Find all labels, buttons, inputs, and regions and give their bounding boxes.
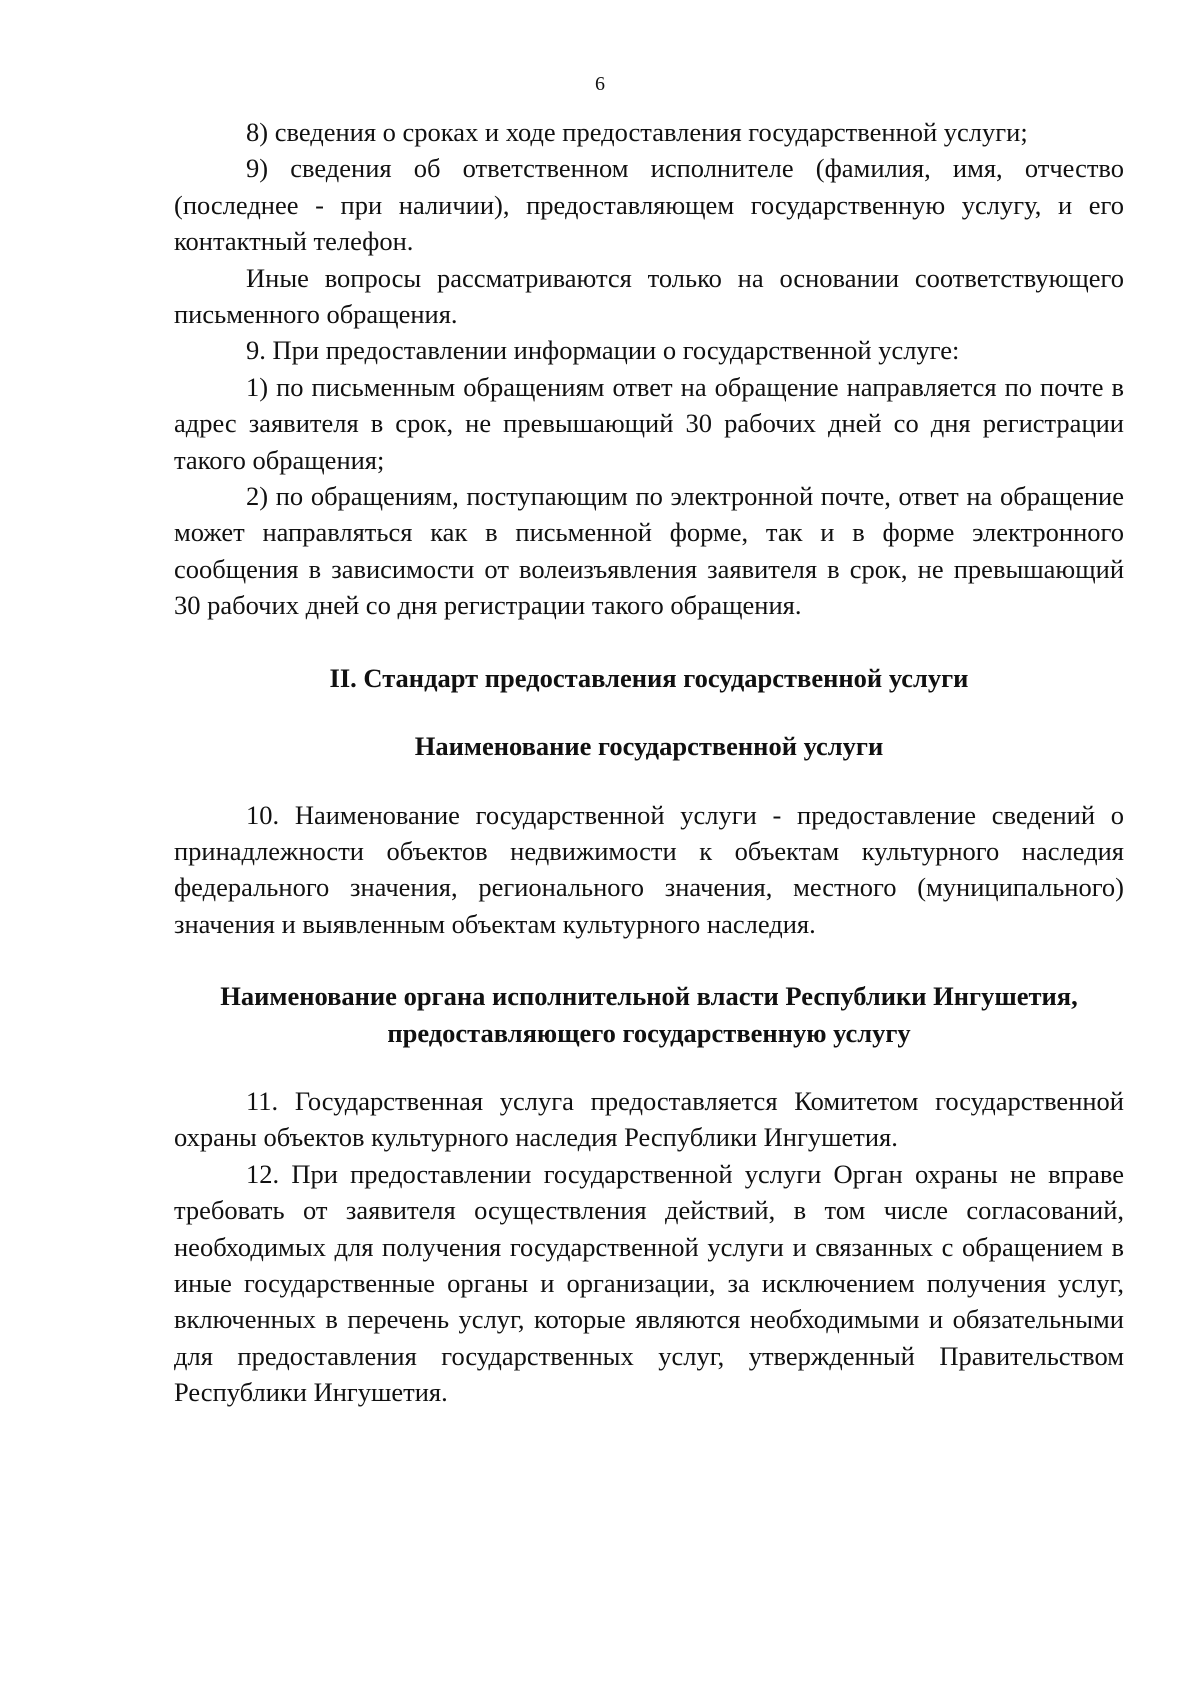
list-item-8: 8) сведения о сроках и ходе предоставления государственной услуги; <box>246 117 1028 147</box>
clause-9-item-1: 1) по письменным обращениям ответ на обращение направляется по почте в адрес заявителя в срок, не превышающий 30 рабочих дней со дня регистрации такого обращения; <box>174 371 1124 475</box>
paragraph-other-questions: Иные вопросы рассматриваются только на основании соответствующего письменного обращения. <box>174 262 1124 330</box>
clause-11: 11. Государственная услуга предоставляется Комитетом государственной охраны объектов культурного наследия Республики Ингушетия. <box>174 1085 1124 1153</box>
clause-9: 9. При предоставлении информации о государственной услуге: <box>246 335 960 366</box>
spacer <box>174 765 1124 797</box>
clause-12: 12. При предоставлении государственной услуги Орган охраны не вправе требовать от заявителя осуществления действий, в том числе согласований, необходимых для получения государственной услуги и связанных с обращением в иные государственные органы и организации, за исключением получения услуг, включенных в перечень услуг, которые являются необходимыми и обязательными для предоставления государственных услуг, утвержденный Правительством Республики Ингушетия. <box>174 1158 1124 1408</box>
spacer <box>174 1051 1124 1083</box>
spacer <box>174 624 1124 660</box>
clause-10: 10. Наименование государственной услуги - предоставление сведений о принадлежности объектов недвижимости к объектам культурного наследия федерального значения, регионального значения, местного (муниципального) значения и выявленным объектам культурного наследия. <box>174 799 1124 939</box>
spacer <box>174 696 1124 728</box>
subheading-service-name: Наименование государственной услуги <box>414 731 884 762</box>
page-number: 6 <box>595 73 605 95</box>
list-item-9: 9) сведения об ответственном исполнителе (фамилия, имя, отчество (последнее - при наличии), предоставляющем государственную услугу, и его контактный телефон. <box>174 153 1124 257</box>
subheading-executive-body: Наименование органа исполнительной власти Республики Ингушетия, предоставляющего государственную услугу <box>220 981 1078 1048</box>
section-heading-ii: II. Стандарт предоставления государственной услуги <box>329 662 969 693</box>
spacer <box>174 942 1124 978</box>
document-body <box>174 114 1124 1411</box>
clause-9-item-2: 2) по обращениям, поступающим по электронной почте, ответ на обращение может направляться как в письменной форме, так и в форме электронного сообщения в зависимости от волеизъявления заявителя в срок, не превышающий 30 рабочих дней со дня регистрации такого обращения. <box>174 481 1124 621</box>
